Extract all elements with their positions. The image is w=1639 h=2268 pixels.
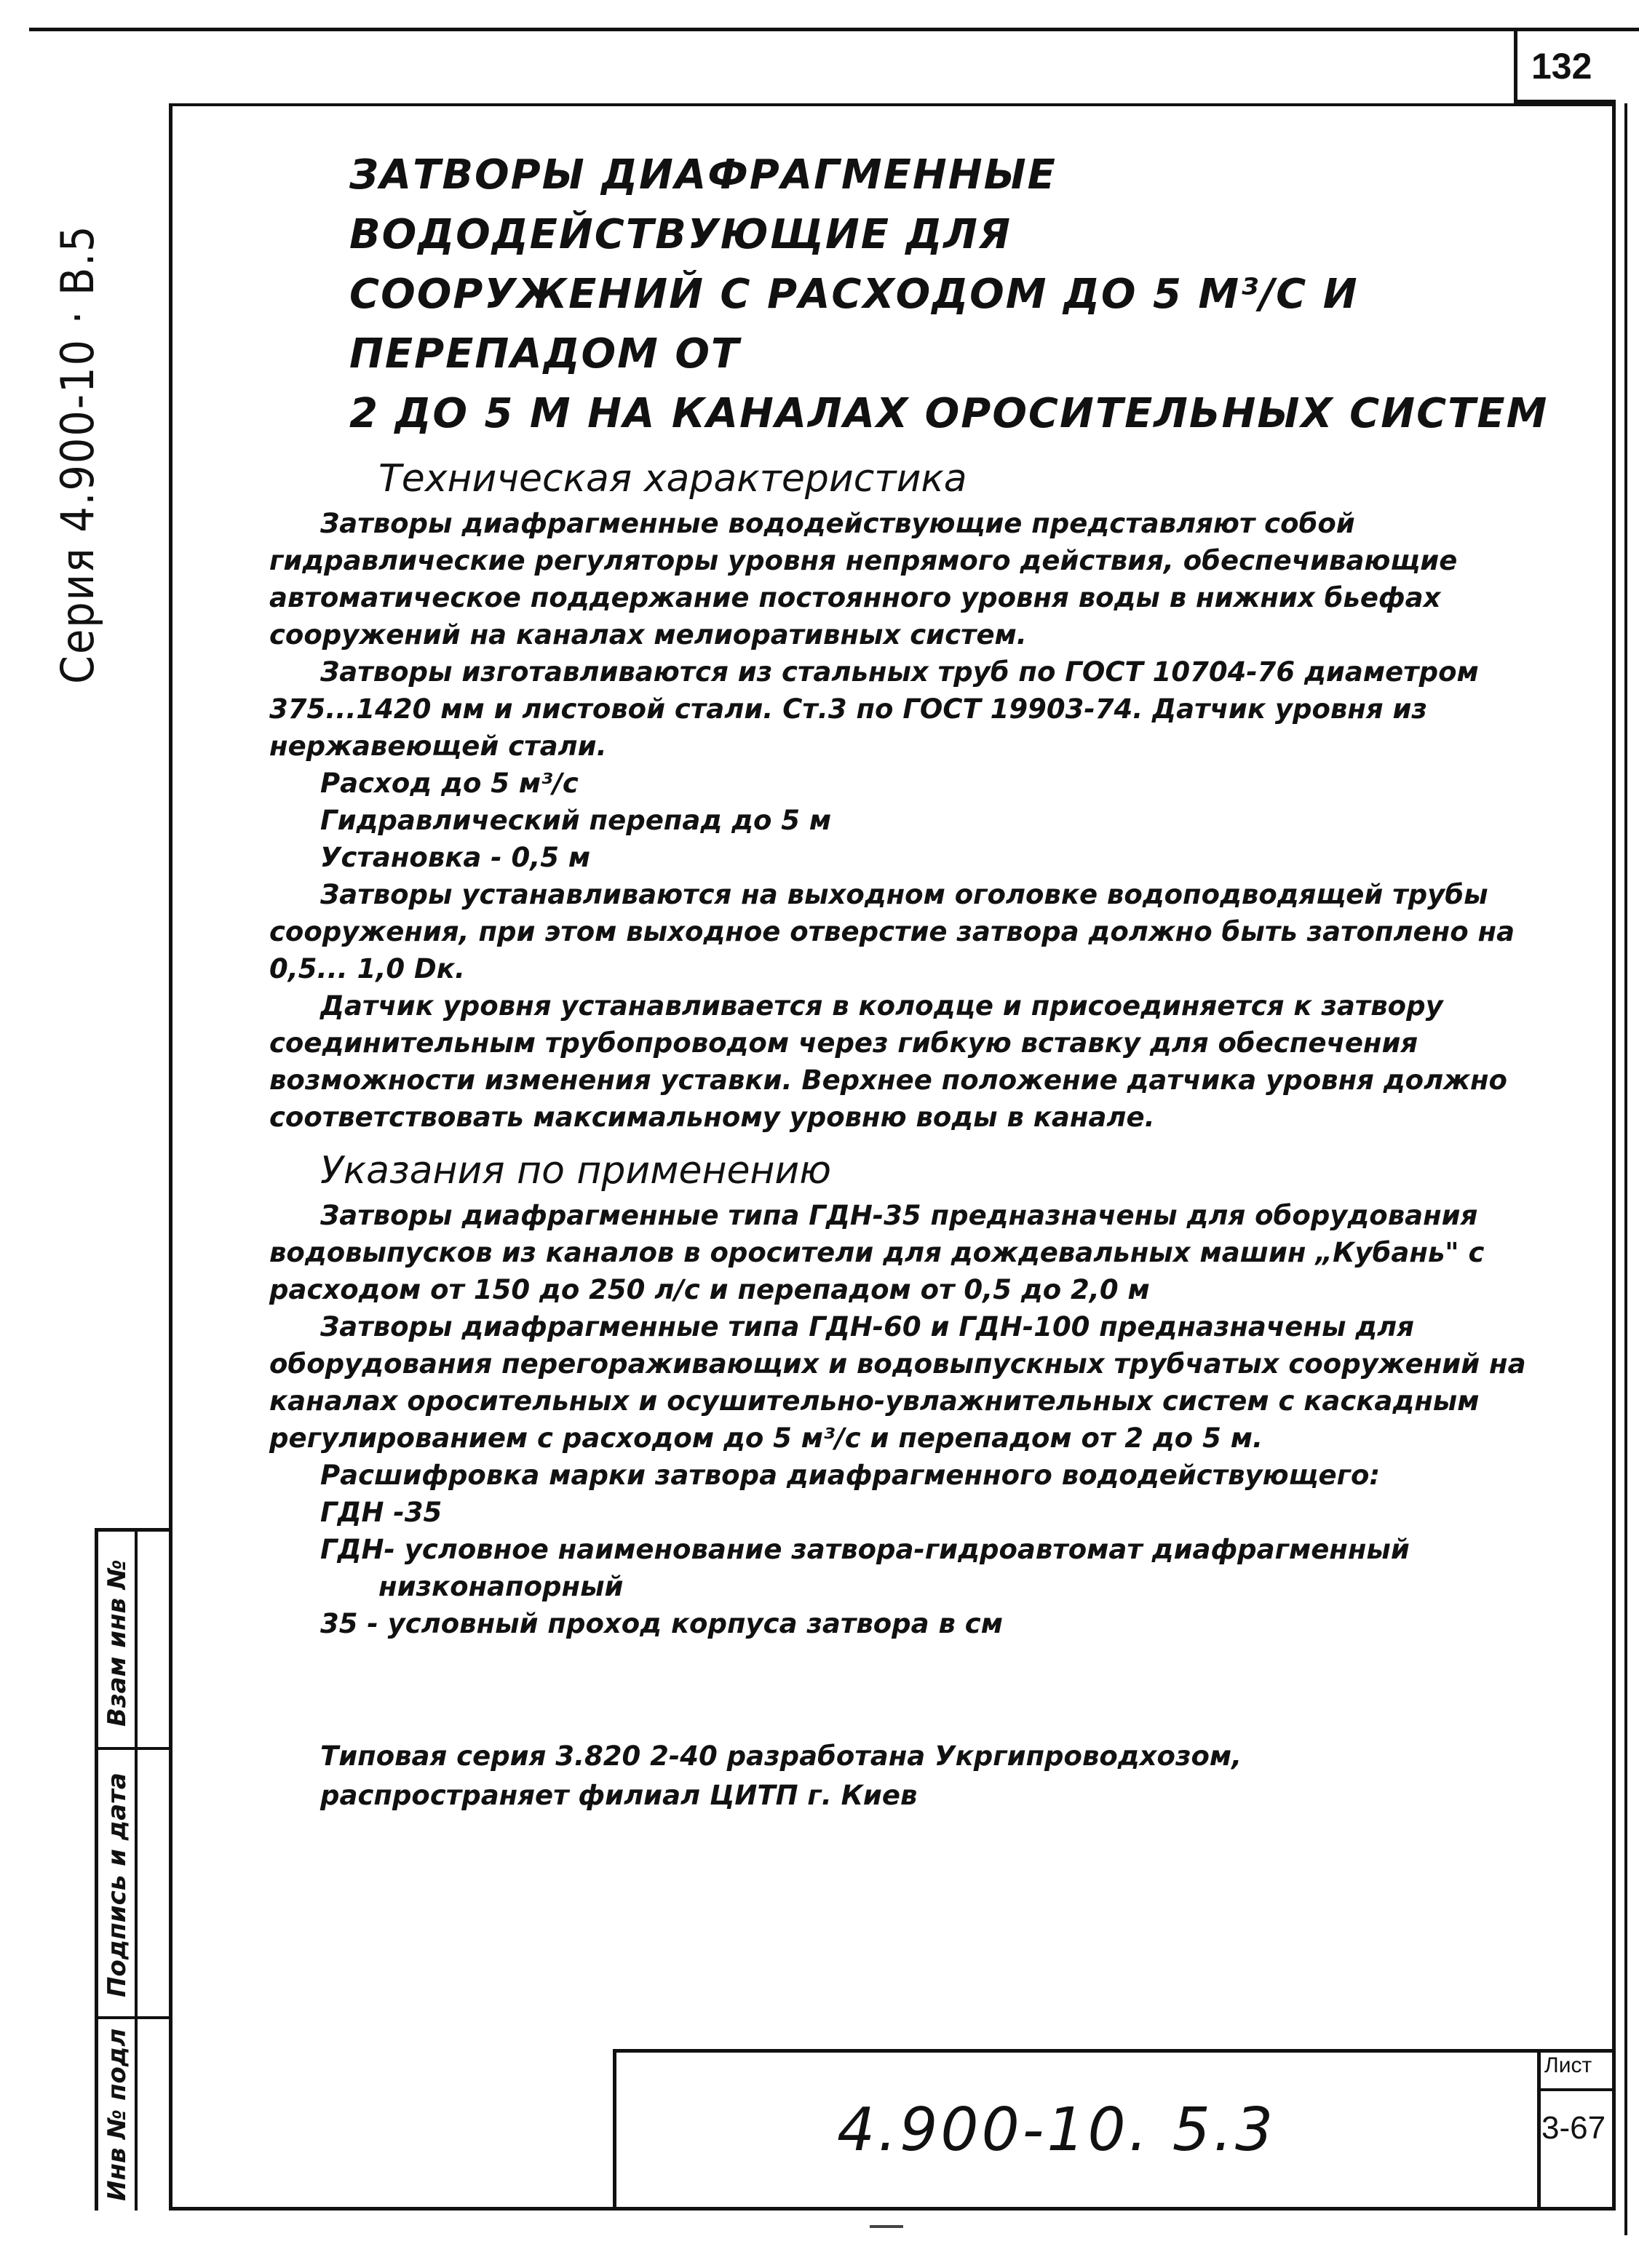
page-number: 132 bbox=[1531, 46, 1592, 87]
document-title bbox=[349, 146, 1587, 444]
bottom-mark bbox=[870, 2225, 903, 2228]
document-body bbox=[269, 146, 1587, 1815]
paragraph: Датчик уровня устанавливается в колодце и присоединяется к затвору соединительным трубопроводом через гибкую вставку для обеспечения возможности изменения уставки. Верхнее положение датчика уровня должно соответствовать максимальному уровню воды в канале. bbox=[269, 990, 1507, 1133]
title-line: СООРУЖЕНИЙ С РАСХОДОМ ДО 5 М³/С И ПЕРЕПАДОМ ОТ bbox=[349, 271, 1359, 378]
decoding-line-cont: низконапорный bbox=[378, 1571, 624, 1602]
spec-line: Установка - 0,5 м bbox=[320, 842, 591, 873]
paragraph: Затворы диафрагменные типа ГДН-60 и ГДН-100 предназначены для оборудования перегораживающих и водовыпускных трубчатых сооружений на каналах оросительных и осушительно-увлажнительных систем с каскадным регулированием с расходом до 5 м³/с и перепадом от 2 до 5 м. bbox=[269, 1311, 1526, 1454]
footer-note-line: распространяет филиал ЦИТП г. Киев bbox=[320, 1780, 918, 1811]
sheet-number: 3-67 bbox=[1541, 2110, 1606, 2146]
stamp-label-inventory: Инв № подл bbox=[103, 2028, 132, 2201]
paragraph: Затворы устанавливаются на выходном оголовке водоподводящей трубы сооружения, при этом выходное отверстие затвора должно быть затоплено на 0,5... 1,0 Dк. bbox=[269, 879, 1515, 984]
paragraph: Затворы диафрагменные типа ГДН-35 предназначены для оборудования водовыпусков из каналов в оросители для дождевальных машин „Кубань" с расходом от 150 до 250 л/с и перепадом от 0,5 до 2,0 м bbox=[269, 1200, 1485, 1305]
top-border-line bbox=[29, 28, 1639, 31]
stamp-label-replace: Взам инв № bbox=[103, 1559, 132, 1727]
decoding-line: ГДН- условное наименование затвора-гидроавтомат диафрагменный bbox=[320, 1534, 1410, 1565]
footer-note bbox=[320, 1737, 1587, 1815]
approval-stamp bbox=[95, 1528, 169, 2211]
frame-right-edge bbox=[1624, 103, 1627, 2235]
stamp-label-signature: Подпись и дата bbox=[103, 1772, 132, 1997]
footer-note-line: Типовая серия 3.820 2-40 разработана Укргипроводхозом, bbox=[320, 1740, 1242, 1772]
decoding-intro: Расшифровка марки затвора диафрагменного вододействующего: bbox=[320, 1460, 1381, 1491]
spec-line: Гидравлический перепад до 5 м bbox=[320, 805, 832, 836]
document-code: 4.900-10. 5.3 bbox=[837, 2096, 1277, 2165]
title-line: ЗАТВОРЫ ДИАФРАГМЕННЫЕ ВОДОДЕЙСТВУЮЩИЕ ДЛЯ bbox=[349, 151, 1057, 258]
paragraph: Затворы диафрагменные вододействующие представляют собой гидравлические регуляторы уровня непрямого действия, обеспечивающие автоматическое поддержание постоянного уровня воды в нижних бьефах сооружений на каналах мелиоративных систем. bbox=[269, 508, 1458, 650]
sheet-separator bbox=[1537, 2088, 1616, 2091]
decoding-line: 35 - условный проход корпуса затвора в см bbox=[320, 1608, 1003, 1639]
paragraph: Затворы изготавливаются из стальных труб по ГОСТ 10704-76 диаметром 375...1420 мм и листовой стали. Ст.3 по ГОСТ 19903-74. Датчик уровня из нержавеющей стали. bbox=[269, 656, 1479, 762]
section-heading-usage: Указания по применению bbox=[320, 1149, 831, 1193]
series-code-vertical: Серия 4.900-10 · В.5 bbox=[51, 224, 104, 684]
spec-line: Расход до 5 м³/с bbox=[320, 768, 579, 799]
section-heading-tech: Техническая характеристика bbox=[378, 457, 967, 501]
sheet-label: Лист bbox=[1544, 2053, 1592, 2077]
decoding-mark: ГДН -35 bbox=[320, 1497, 443, 1528]
title-line: 2 ДО 5 М НА КАНАЛАХ ОРОСИТЕЛЬНЫХ СИСТЕМ bbox=[349, 390, 1549, 437]
